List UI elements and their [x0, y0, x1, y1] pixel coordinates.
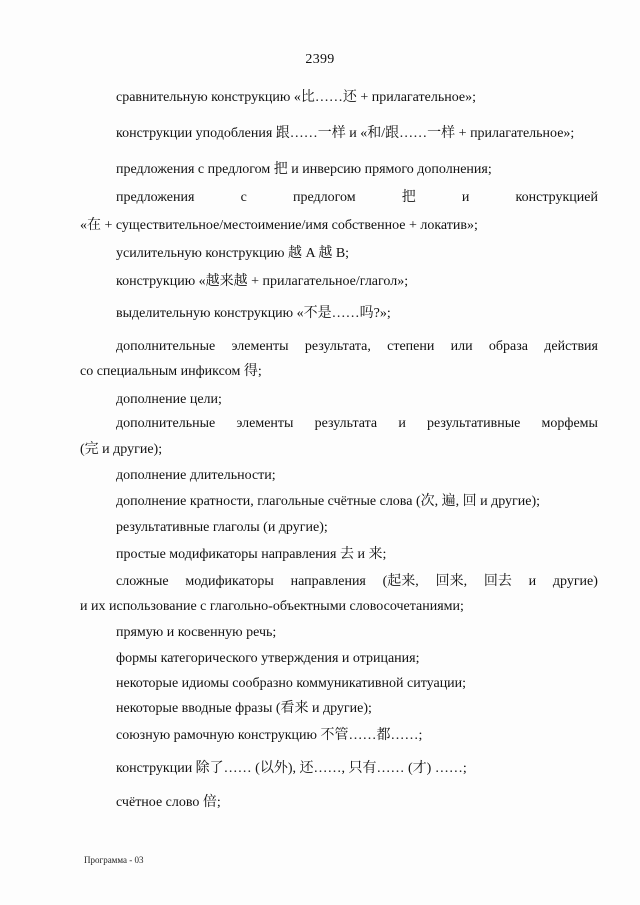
word: результата,	[304, 339, 371, 354]
word: 回去	[483, 574, 512, 589]
page-footer: Программа - 03	[84, 855, 144, 865]
text-line-23: некоторые вводные фразы (看来 и другие);	[116, 701, 372, 716]
word: результата	[314, 416, 378, 431]
text-line-18	[116, 573, 598, 590]
word: образа	[488, 339, 528, 354]
word: предлогом	[292, 190, 356, 205]
text-line-19: и их использование с глагольно-объектными словосочетаниями;	[80, 599, 464, 614]
word: модификаторы	[185, 574, 274, 589]
text-line-7: конструкцию «越来越 + прилагательное/глагол»;	[116, 274, 409, 289]
text-line-6: усилительную конструкцию 越 A 越 B;	[116, 246, 350, 261]
word: морфемы	[541, 416, 598, 431]
text-line-17: простые модификаторы направления 去 и 来;	[116, 547, 387, 562]
text-line-8: выделительную конструкцию «不是……吗?»;	[116, 306, 391, 321]
text-line-11: дополнение цели;	[116, 392, 222, 407]
text-line-1: сравнительную конструкцию «比……还 + прилагательное»;	[116, 90, 476, 105]
word: и	[528, 574, 537, 589]
word: направления	[290, 574, 366, 589]
text-line-14: дополнение длительности;	[116, 468, 276, 483]
text-line-3: предложения с предлогом 把 и инверсию прямого дополнения;	[116, 162, 492, 177]
word: дополнительные	[116, 339, 216, 354]
text-line-2: конструкции уподобления 跟……一样 и «和/跟……一样 + прилагательное»;	[116, 126, 575, 141]
text-line-5: «在 + существительное/местоимение/имя собственное + локатив»;	[80, 218, 478, 233]
word: сложные	[116, 574, 169, 589]
word: 把	[401, 190, 416, 205]
text-line-26: счётное слово 倍;	[116, 795, 221, 810]
text-line-15: дополнение кратности, глагольные счётные слова (次, 遍, 回 и другие);	[116, 494, 541, 509]
text-line-21: формы категорического утверждения и отрицания;	[116, 651, 420, 666]
text-line-22: некоторые идиомы сообразно коммуникативной ситуации;	[116, 676, 467, 691]
word: результативные	[427, 416, 521, 431]
text-line-9	[116, 338, 598, 355]
text-line-16: результативные глаголы (и другие);	[116, 520, 328, 535]
text-line-4	[116, 189, 598, 206]
word: предложения	[116, 190, 195, 205]
word: с	[240, 190, 247, 205]
word: и	[461, 190, 470, 205]
word: и	[398, 416, 406, 431]
word: степени	[387, 339, 435, 354]
page-number: 2399	[305, 52, 335, 67]
word: конструкцией	[515, 190, 598, 205]
word: действия	[544, 339, 598, 354]
text-line-10: со специальным инфиксом 得;	[80, 364, 262, 379]
word: (起来,	[382, 574, 419, 589]
text-line-25: конструкции 除了…… (以外), 还……, 只有…… (才) ……;	[116, 761, 467, 776]
word: или	[450, 339, 473, 354]
word: элементы	[231, 339, 289, 354]
text-line-20: прямую и косвенную речь;	[116, 625, 277, 640]
text-line-12	[116, 415, 598, 432]
word: 回来,	[435, 574, 468, 589]
word: другие)	[552, 574, 598, 589]
text-line-24: союзную рамочную конструкцию 不管……都……;	[116, 728, 423, 743]
word: дополнительные	[116, 416, 216, 431]
word: элементы	[236, 416, 294, 431]
text-line-13: (完 и другие);	[80, 442, 163, 457]
